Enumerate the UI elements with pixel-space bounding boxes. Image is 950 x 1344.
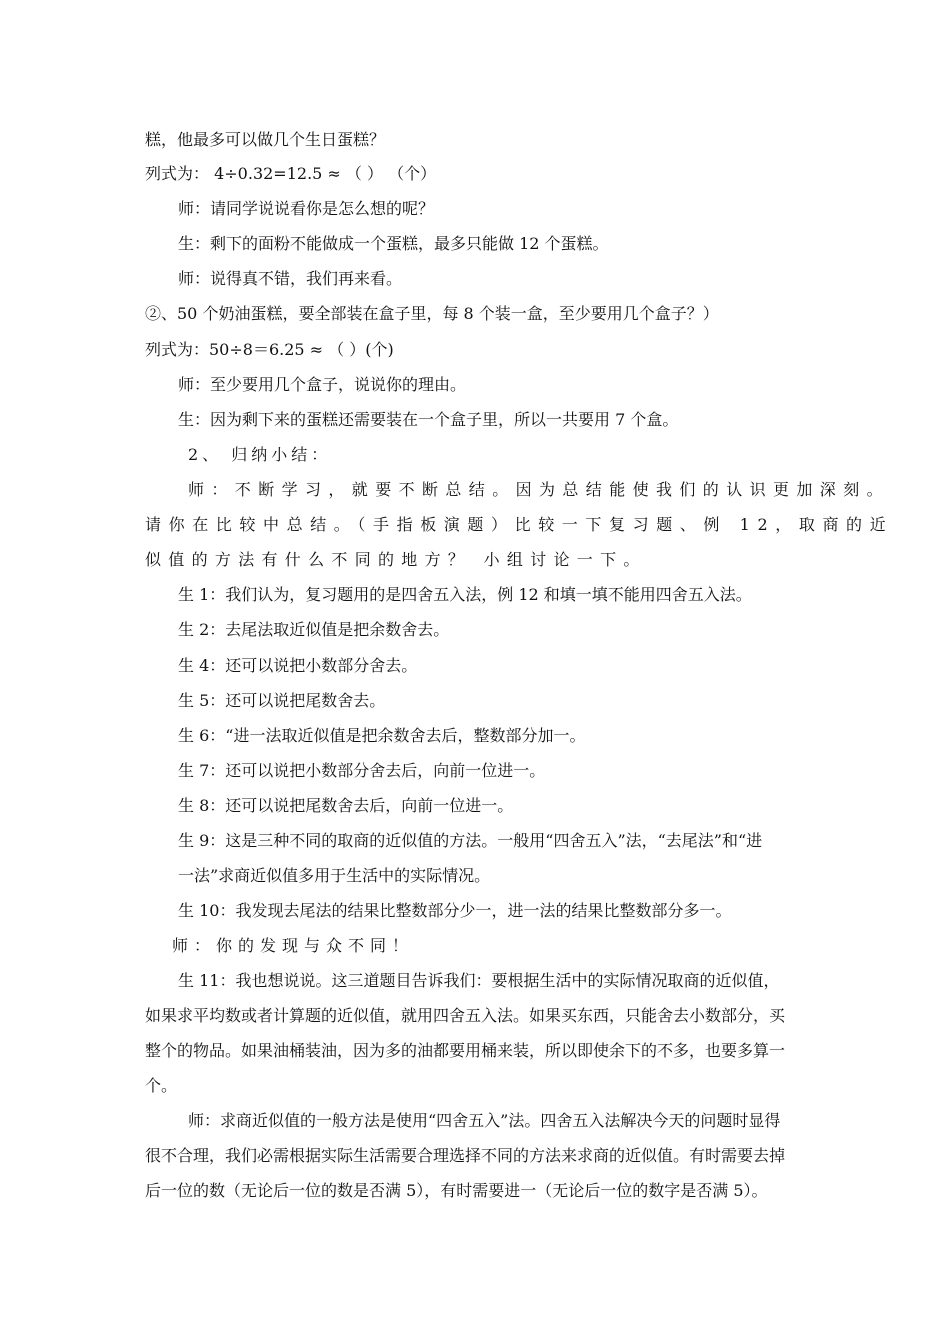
student-line: 生 10：我发现去尾法的结果比整数部分少一，进一法的结果比整数部分多一。 xyxy=(178,901,732,920)
student-line: 生 2：去尾法取近似值是把余数舍去。 xyxy=(178,620,450,639)
student-line: 生：剩下的面粉不能做成一个蛋糕，最多只能做 12 个蛋糕。 xyxy=(178,234,609,253)
student-line-continued: 一法”求商近似值多用于生活中的实际情况。 xyxy=(178,866,491,885)
equation-line: 列式为：50÷8＝6.25 ≈ （ ）(个) xyxy=(145,340,394,359)
student-line: 生 6：“进一法取近似值是把余数舍去后，整数部分加一。 xyxy=(178,726,586,745)
student-line: 生 4：还可以说把小数部分舍去。 xyxy=(178,656,418,675)
student-line: 生 11：我也想说说。这三道题目告诉我们：要根据生活中的实际情况取商的近似值， xyxy=(178,971,780,990)
student-line: 生 8：还可以说把尾数舍去后，向前一位进一。 xyxy=(178,796,514,815)
teacher-line: 师：不断学习，就要不断总结。因为总结能使我们的认识更加深刻。 xyxy=(188,480,891,499)
teacher-line-continued: 很不合理，我们必需根据实际生活需要合理选择不同的方法来求商的近似值。有时需要去掉 xyxy=(145,1146,786,1165)
teacher-line: 请你在比较中总结。（手指板演题）比较一下复习题、例 12，取商的近 xyxy=(145,515,894,534)
student-line-continued: 整个的物品。如果油桶装油，因为多的油都要用桶来装，所以即使余下的不多，也要多算一 xyxy=(145,1041,786,1060)
teacher-line: 师：说得真不错，我们再来看。 xyxy=(178,269,403,288)
student-line-continued: 个。 xyxy=(145,1076,178,1095)
question-line: ②、50 个奶油蛋糕，要全部装在盒子里，每 8 个装一盒，至少要用几个盒子？） xyxy=(145,304,719,323)
teacher-line-continued: 后一位的数（无论后一位的数是否满 5），有时需要进一（无论后一位的数字是否满 5）。 xyxy=(145,1181,768,1200)
student-line: 生 5：还可以说把尾数舍去。 xyxy=(178,691,386,710)
teacher-line: 师：求商近似值的一般方法是使用“四舍五入”法。四舍五入法解决今天的问题时显得 xyxy=(188,1111,781,1130)
teacher-line: 师：请同学说说看你是怎么想的呢？ xyxy=(178,199,435,218)
teacher-line: 似值的方法有什么不同的地方？ 小组讨论一下。 xyxy=(145,550,647,569)
student-line: 生 1：我们认为，复习题用的是四舍五入法，例 12 和填一填不能用四舍五入法。 xyxy=(178,585,752,604)
student-line-continued: 如果求平均数或者计算题的近似值，就用四舍五入法。如果买东西，只能舍去小数部分，买 xyxy=(145,1006,786,1025)
student-line: 生 7：还可以说把小数部分舍去后，向前一位进一。 xyxy=(178,761,546,780)
student-line: 生：因为剩下来的蛋糕还需要装在一个盒子里，所以一共要用 7 个盒。 xyxy=(178,410,679,429)
section-heading: 2、 归纳小结： xyxy=(188,445,332,464)
teacher-line: 师：你的发现与众不同！ xyxy=(172,936,415,955)
text-line: 糕，他最多可以做几个生日蛋糕？ xyxy=(145,130,386,149)
equation-line: 列式为： 4÷0.32=12.5 ≈ （ ） （个） xyxy=(145,164,437,183)
teacher-line: 师：至少要用几个盒子，说说你的理由。 xyxy=(178,375,467,394)
student-line: 生 9：这是三种不同的取商的近似值的方法。一般用“四舍五入”法，“去尾法”和“进 xyxy=(178,831,763,850)
